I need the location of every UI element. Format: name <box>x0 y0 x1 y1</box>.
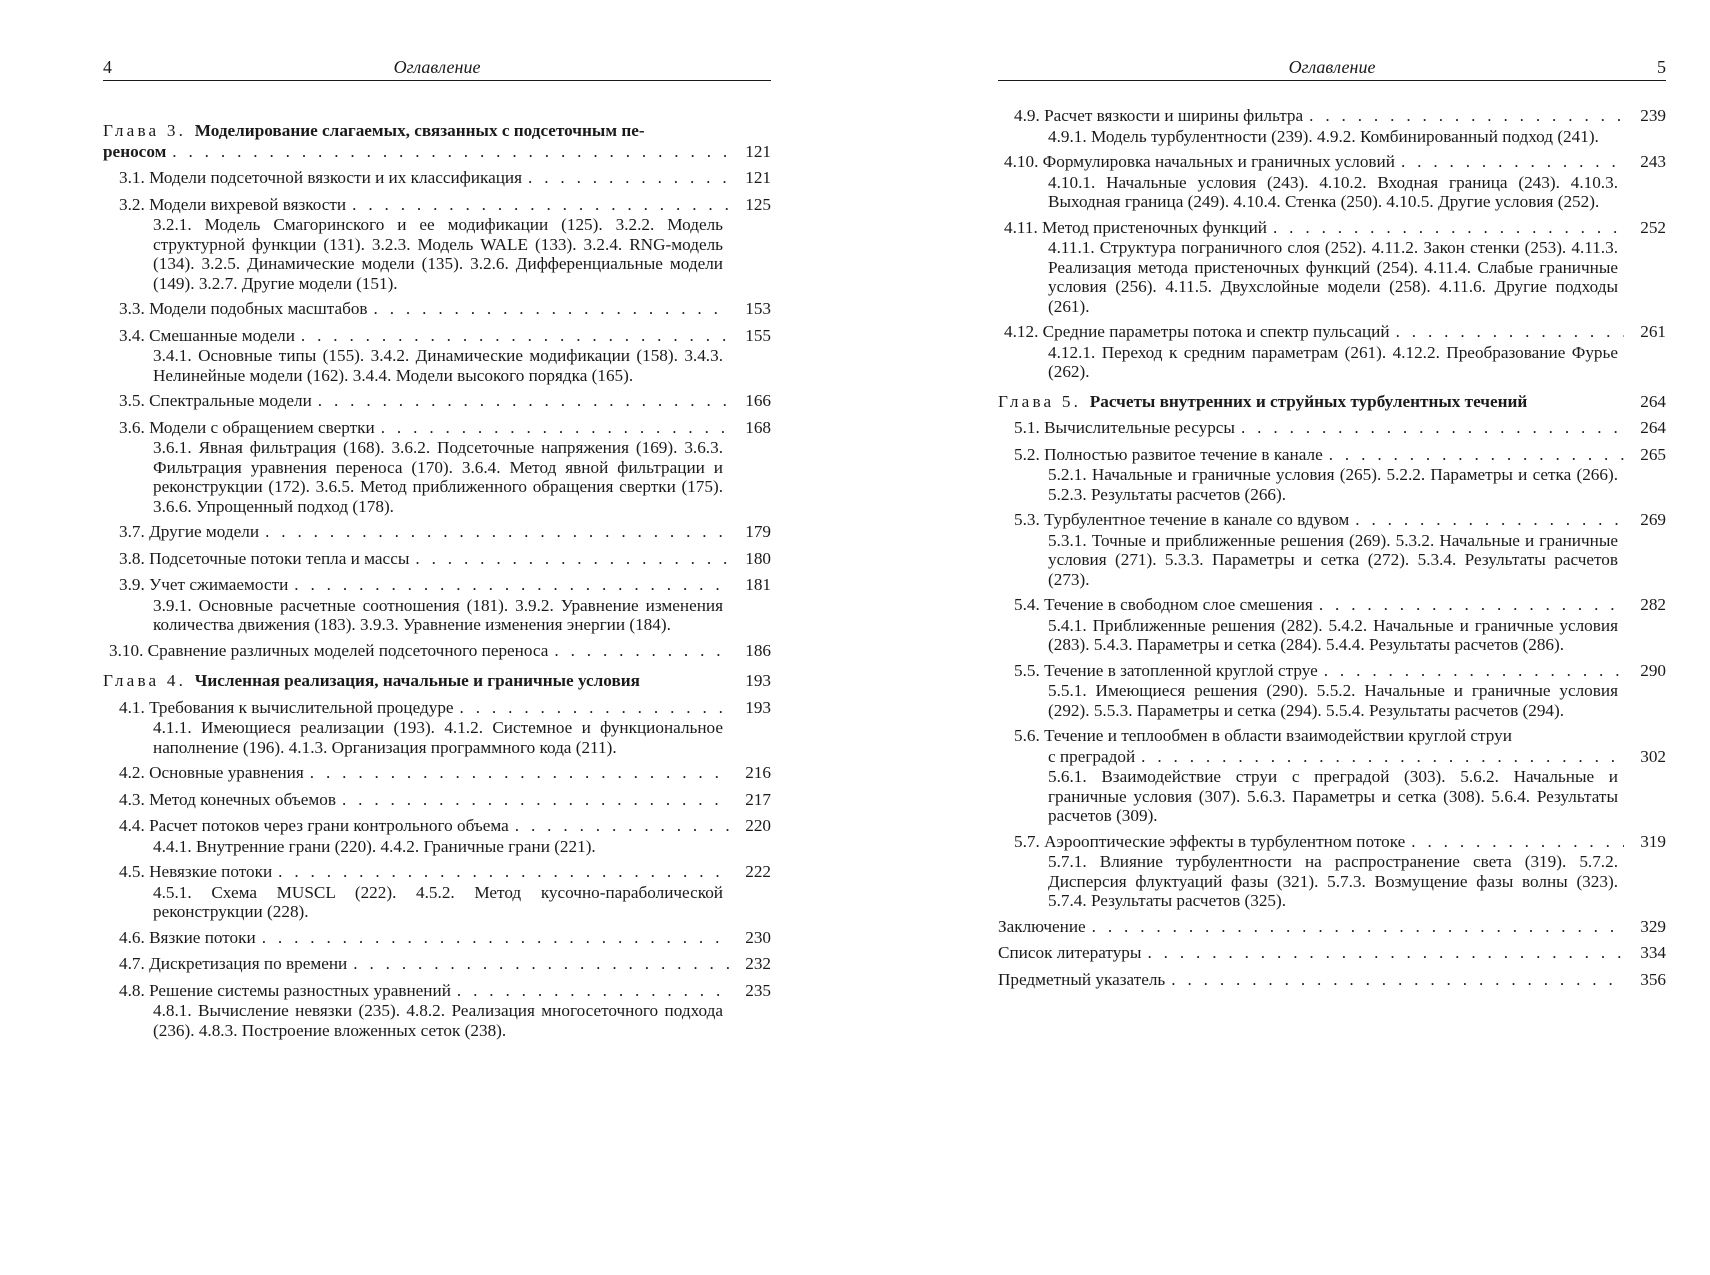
section-label: 4.9. Расчет вязкости и ширины фильтра <box>1014 106 1304 125</box>
page-header <box>103 54 771 81</box>
section-label: 5.5. Течение в затопленной круглой струе <box>1014 660 1318 680</box>
toc-section-3-1[interactable] <box>103 168 771 189</box>
left-page <box>103 0 771 1275</box>
section-label: 5.1. Вычислительные ресурсы <box>1014 418 1235 437</box>
section-label: 4.8. Решение системы разностных уравнений <box>119 980 451 1000</box>
chapter-title-cont: реносом <box>103 141 167 161</box>
subsection-list: 4.8.1. Вычисление невязки (235). 4.8.2. Реализация многосеточного подхода (236). 4.8.3. Построение вложенных сеток (238). <box>153 1001 723 1040</box>
chapter-label: Глава 5. <box>998 391 1082 411</box>
toc-section-4-2[interactable] <box>103 763 771 784</box>
toc-chapter-3[interactable] <box>103 121 771 162</box>
toc-section-4-7[interactable] <box>103 954 771 975</box>
section-label: 4.1. Требования к вычислительной процедуре <box>119 697 454 717</box>
subsection-list: 4.9.1. Модель турбулентности (239). 4.9.2. Комбинированный подход (241). <box>1048 126 1599 146</box>
page-number: 4 <box>103 57 112 77</box>
page-ref: 179 <box>745 522 771 541</box>
toc-section-4-12[interactable] <box>998 322 1666 382</box>
section-label: 3.2. Модели вихревой вязкости <box>119 194 347 214</box>
toc-section-4-3[interactable] <box>103 790 771 811</box>
section-label: 4.4. Расчет потоков через грани контрольного объема <box>119 816 509 835</box>
running-title: Оглавление <box>1288 57 1376 77</box>
toc-section-3-10[interactable] <box>103 641 771 662</box>
toc-section-5-5[interactable] <box>998 661 1666 721</box>
subsection-list: 3.4.1. Основные типы (155). 3.4.2. Динамические модификации (158). 3.4.3. Нелинейные модели (162). 3.4.4. Модели высокого порядка (165). <box>153 346 723 385</box>
page-header <box>998 54 1666 81</box>
page-ref: 302 <box>1640 746 1666 766</box>
section-label-cont: с преградой <box>1048 746 1136 766</box>
page-ref: 220 <box>745 816 771 835</box>
chapter-title: Моделирование слагаемых, связанных с подсеточным пе- <box>194 121 645 140</box>
toc-chapter-5[interactable] <box>998 392 1666 413</box>
chapter-title: Расчеты внутренних и струйных турбулентных течений <box>1089 391 1528 411</box>
subsection-list: 4.11.1. Структура пограничного слоя (252). 4.11.2. Закон стенки (253). 4.11.3. Реализация метода пристеночных функций (254). 4.11.4. Слабые граничные условия (256). 4.11.5. Двухслойные модели (258). 4.11.6. Другие подходы (261). <box>1048 238 1618 316</box>
page-ref: 216 <box>745 763 771 782</box>
chapter-label: Глава 4. <box>103 671 187 690</box>
section-label: 4.7. Дискретизация по времени <box>119 954 348 973</box>
toc-section-5-4[interactable] <box>998 595 1666 655</box>
subsection-list: 5.7.1. Влияние турбулентности на распространение света (319). 5.7.2. Дисперсия флуктуаций фазы (321). 5.7.3. Возмущение фазы волны (323). 5.7.4. Результаты расчетов (325). <box>1048 852 1618 910</box>
subsection-list: 4.4.1. Внутренние грани (220). 4.4.2. Граничные грани (221). <box>153 836 596 856</box>
running-title: Оглавление <box>393 57 481 77</box>
page-ref: 217 <box>745 789 771 809</box>
section-label: 4.2. Основные уравнения <box>119 763 304 782</box>
toc-section-5-3[interactable] <box>998 510 1666 589</box>
subsection-list: 3.9.1. Основные расчетные соотношения (181). 3.9.2. Уравнение изменения количества движения (183). 3.9.3. Уравнение изменения энергии (184). <box>153 595 723 634</box>
toc-section-4-10[interactable] <box>998 152 1666 212</box>
section-label: 4.5. Невязкие потоки <box>119 862 273 881</box>
page-ref: 334 <box>1640 943 1666 962</box>
section-label: 4.12. Средние параметры потока и спектр пульсаций <box>1004 322 1390 341</box>
page-ref: 282 <box>1640 595 1666 614</box>
page-ref: 181 <box>745 575 771 594</box>
toc-references[interactable] <box>998 943 1666 964</box>
subsection-list: 4.10.1. Начальные условия (243). 4.10.2. Входная граница (243). 4.10.3. Выходная граница (249). 4.10.4. Стенка (250). 4.10.5. Другие условия (252). <box>1048 172 1618 211</box>
toc-section-4-1[interactable] <box>103 698 771 758</box>
section-label: 5.6. Течение и теплообмен в области взаимодействии круглой струи <box>1014 726 1512 745</box>
subsection-list: 4.1.1. Имеющиеся реализации (193). 4.1.2. Системное и функциональное наполнение (196). 4.1.3. Организация программного кода (211). <box>153 718 723 757</box>
toc-chapter-4[interactable] <box>103 671 771 692</box>
section-label: 5.3. Турбулентное течение в канале со вдувом <box>1014 510 1350 529</box>
page-ref: 264 <box>1640 418 1666 437</box>
page-ref: 153 <box>745 299 771 318</box>
toc-section-3-2[interactable] <box>103 195 771 294</box>
page-ref: 261 <box>1640 322 1666 341</box>
section-label: 4.6. Вязкие потоки <box>119 927 256 947</box>
entry-label: Заключение <box>998 916 1086 936</box>
page-ref: 155 <box>745 325 771 345</box>
entry-label: Список литературы <box>998 943 1142 962</box>
toc-section-3-5[interactable] <box>103 391 771 412</box>
section-label: 3.5. Спектральные модели <box>119 391 312 410</box>
toc-section-4-4[interactable] <box>103 816 771 856</box>
page-ref: 166 <box>745 391 771 410</box>
page-ref: 193 <box>745 697 771 717</box>
toc-section-3-6[interactable] <box>103 418 771 517</box>
page-ref: 222 <box>745 862 771 881</box>
section-label: 3.9. Учет сжимаемости <box>119 575 289 594</box>
toc-section-5-6[interactable] <box>998 726 1666 826</box>
page-ref: 243 <box>1640 152 1666 171</box>
page-ref: 264 <box>1640 391 1666 411</box>
page-ref: 186 <box>745 640 771 660</box>
right-page <box>998 0 1666 1275</box>
toc-index[interactable] <box>998 970 1666 991</box>
section-label: 4.10. Формулировка начальных и граничных условий <box>1004 152 1395 171</box>
section-label: 5.4. Течение в свободном слое смешения <box>1014 595 1313 614</box>
table-of-contents <box>103 121 771 1040</box>
toc-section-3-9[interactable] <box>103 575 771 635</box>
toc-section-4-5[interactable] <box>103 862 771 922</box>
toc-section-4-8[interactable] <box>103 981 771 1041</box>
toc-section-3-7[interactable] <box>103 522 771 543</box>
page-ref: 125 <box>745 194 771 214</box>
chapter-title: Численная реализация, начальные и граничные условия <box>194 671 640 690</box>
toc-section-3-8[interactable] <box>103 549 771 570</box>
page-ref: 290 <box>1640 660 1666 680</box>
section-label: 3.10. Сравнение различных моделей подсеточного переноса <box>109 640 549 660</box>
chapter-label: Глава 3. <box>103 121 187 140</box>
subsection-list: 5.4.1. Приближенные решения (282). 5.4.2. Начальные и граничные условия (283). 5.4.3. Параметры и сетка (284). 5.4.4. Результаты расчетов (286). <box>1048 615 1618 654</box>
page-ref: 319 <box>1640 831 1666 851</box>
subsection-list: 4.12.1. Переход к средним параметрам (261). 4.12.2. Преобразование Фурье (262). <box>1048 342 1618 381</box>
page-ref: 121 <box>745 168 771 187</box>
toc-conclusion[interactable] <box>998 917 1666 938</box>
page-ref: 230 <box>745 927 771 947</box>
section-label: 5.2. Полностью развитое течение в канале <box>1014 444 1323 464</box>
page-ref: 329 <box>1640 916 1666 936</box>
subsection-list: 5.3.1. Точные и приближенные решения (269). 5.3.2. Начальные и граничные условия (271). 5.3.3. Параметры и сетка (272). 5.3.4. Результаты расчетов (273). <box>1048 530 1618 589</box>
page-ref: 232 <box>745 954 771 973</box>
subsection-list: 3.2.1. Модель Смагоринского и ее модификации (125). 3.2.2. Модель структурной функции (131). 3.2.3. Модель WALE (133). 3.2.4. RNG-модель (134). 3.2.5. Динамические модели (135). 3.2.6. Дифференциальные модели (149). 3.2.7. Другие модели (151). <box>153 215 723 293</box>
subsection-list: 5.5.1. Имеющиеся решения (290). 5.5.2. Начальные и граничные условия (292). 5.5.3. Параметры и сетка (294). 5.5.4. Результаты расчетов (294). <box>1048 681 1618 720</box>
page-ref: 265 <box>1640 444 1666 464</box>
section-label: 3.6. Модели с обращением свертки <box>119 417 375 437</box>
subsection-list: 5.6.1. Взаимодействие струи с преградой (303). 5.6.2. Начальные и граничные условия (307). 5.6.3. Параметры и сетка (308). 5.6.4. Результаты расчетов (309). <box>1048 767 1618 825</box>
page-ref: 235 <box>745 980 771 1000</box>
section-label: 3.3. Модели подобных масштабов <box>119 299 368 318</box>
toc-section-5-2[interactable] <box>998 445 1666 505</box>
subsection-list: 3.6.1. Явная фильтрация (168). 3.6.2. Подсеточные напряжения (169). 3.6.3. Фильтрация уравнения переноса (170). 3.6.4. Метод явной фильтрации и реконструкции (172). 3.6.5. Метод приближенного обращения свертки (175). 3.6.6. Упрощенный подход (178). <box>153 438 723 516</box>
page-ref: 252 <box>1640 217 1666 237</box>
page-ref: 121 <box>745 141 771 161</box>
section-label: 3.7. Другие модели <box>119 522 260 541</box>
page-ref: 180 <box>745 548 771 568</box>
section-label: 3.4. Смешанные модели <box>119 325 295 345</box>
page-ref: 356 <box>1640 969 1666 989</box>
table-of-contents <box>998 106 1666 990</box>
toc-section-4-9[interactable] <box>998 106 1666 146</box>
section-label: 3.1. Модели подсеточной вязкости и их классификация <box>119 168 523 187</box>
page-number: 5 <box>1657 57 1666 77</box>
toc-section-5-1[interactable] <box>998 418 1666 439</box>
page-ref: 168 <box>745 417 771 437</box>
toc-section-4-11[interactable] <box>998 218 1666 317</box>
page-ref: 269 <box>1640 510 1666 529</box>
section-label: 4.11. Метод пристеночных функций <box>1004 217 1267 237</box>
toc-section-3-4[interactable] <box>103 326 771 386</box>
toc-section-4-6[interactable] <box>103 928 771 949</box>
section-label: 5.7. Аэрооптические эффекты в турбулентном потоке <box>1014 831 1406 851</box>
page-ref: 193 <box>745 671 771 690</box>
section-label: 4.3. Метод конечных объемов <box>119 789 336 809</box>
toc-section-3-3[interactable] <box>103 299 771 320</box>
section-label: 3.8. Подсеточные потоки тепла и массы <box>119 548 410 568</box>
page-ref: 239 <box>1640 106 1666 125</box>
entry-label: Предметный указатель <box>998 969 1166 989</box>
subsection-list: 4.5.1. Схема MUSCL (222). 4.5.2. Метод кусочно-параболической реконструкции (228). <box>153 882 723 921</box>
subsection-list: 5.2.1. Начальные и граничные условия (265). 5.2.2. Параметры и сетка (266). 5.2.3. Результаты расчетов (266). <box>1048 465 1618 504</box>
toc-section-5-7[interactable] <box>998 832 1666 911</box>
